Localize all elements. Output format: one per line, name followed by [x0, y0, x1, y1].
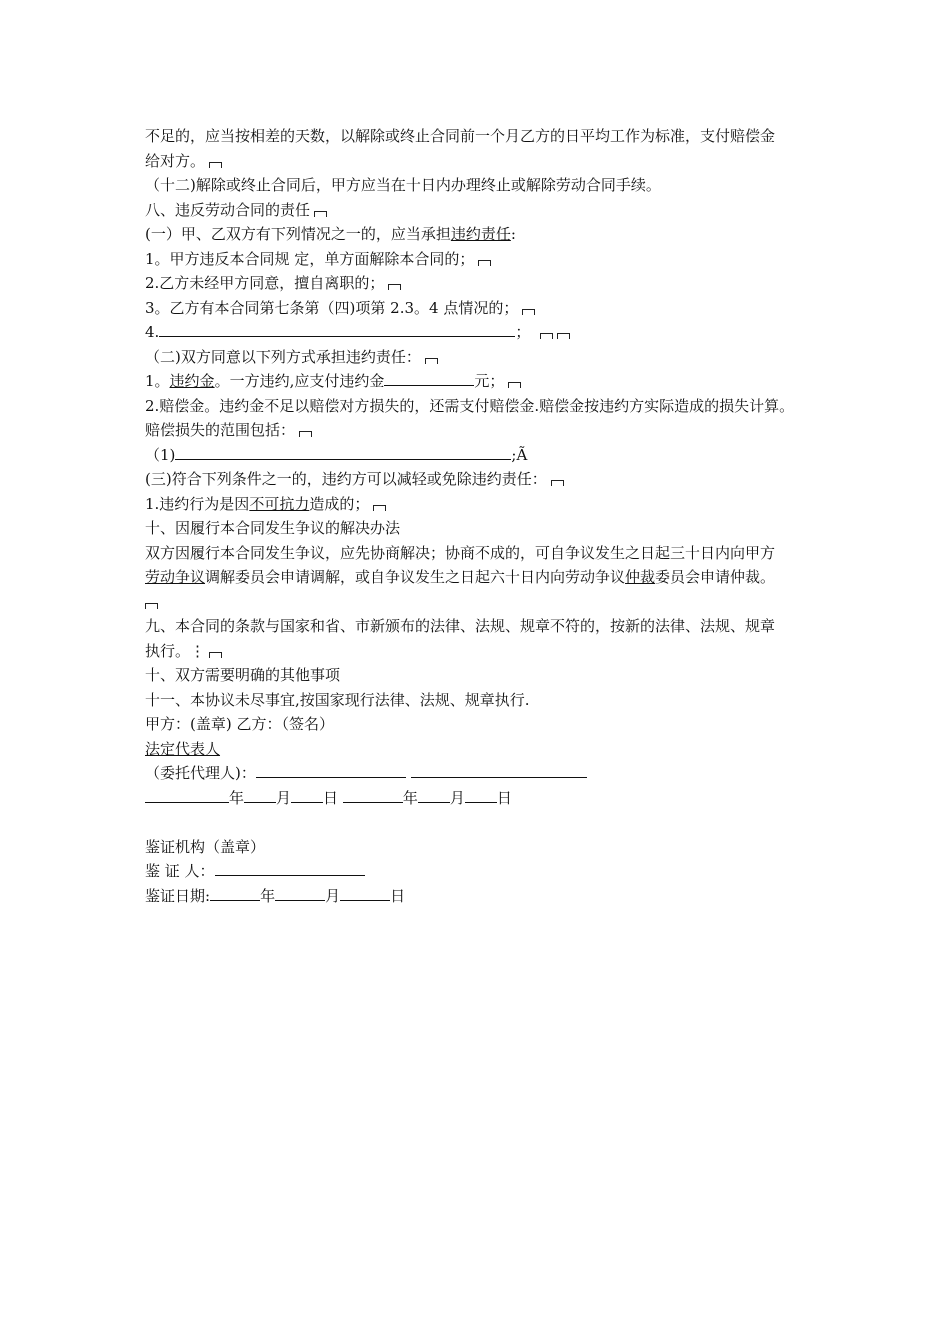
underlined-term: 违约金 — [169, 372, 215, 390]
document-body — [145, 124, 875, 908]
list-item — [145, 443, 875, 468]
paragraph-mark-icon — [373, 505, 386, 511]
text: 2.乙方未经甲方同意，擅自离职的； — [145, 274, 385, 292]
text: 不足的，应当按相差的天数，以解除或终止合同前一个月乙方的日平均工作为标准，支付赔偿金 — [145, 127, 776, 145]
text: 执行。⋮ — [145, 641, 206, 660]
text: 给对方。 — [145, 151, 206, 170]
blank-line — [210, 885, 260, 901]
text: 鉴证日期: — [145, 886, 211, 905]
text: 鉴 证 人： — [145, 862, 215, 880]
list-item — [145, 492, 875, 517]
text: 年 — [229, 788, 245, 807]
text: 九、本合同的条款与国家和省、市新颁布的法律、法规、规章不符的，按新的法律、法规、规章 — [145, 617, 776, 635]
text: 造成的； — [309, 494, 370, 513]
underlined-term: 仲裁 — [625, 568, 656, 586]
text: 十一、本协议未尽事宜,按国家现行法律、法规、规章执行. — [145, 690, 530, 709]
date-line — [145, 786, 875, 811]
paragraph-mark-icon — [540, 333, 553, 339]
section-heading — [145, 688, 875, 713]
paragraph-mark-icon — [299, 431, 312, 437]
section-heading — [145, 198, 875, 223]
underlined-term: 劳动争议 — [145, 568, 206, 586]
text: 委员会申请仲裁。 — [655, 568, 776, 586]
paragraph-mark-icon — [145, 603, 158, 609]
text: 2.赔偿金。违约金不足以赔偿对方损失的，还需支付赔偿金.赔偿金按违约方实际造成的损失计算。 — [145, 396, 795, 415]
text: 1。 — [145, 372, 170, 390]
paragraph-mark-icon — [478, 260, 491, 266]
spacer — [145, 810, 875, 835]
text: ； — [515, 323, 531, 341]
list-item — [145, 320, 875, 345]
paragraph-line — [145, 149, 875, 174]
section-heading — [145, 614, 875, 639]
paragraph-mark-icon — [522, 309, 535, 315]
blank-line — [465, 787, 497, 803]
blank-line — [215, 860, 365, 876]
paragraph-line — [145, 222, 875, 247]
text: 月 — [276, 788, 292, 807]
signature-line — [145, 737, 875, 762]
paragraph-line — [145, 541, 875, 566]
text: （1) — [145, 445, 176, 464]
section-heading — [145, 663, 875, 688]
blank-line — [244, 787, 276, 803]
text: 月 — [449, 788, 465, 807]
blank-line — [175, 444, 511, 460]
text: 赔偿损失的范围包括： — [145, 421, 296, 439]
text: 日 — [496, 788, 512, 807]
blank-line — [343, 787, 403, 803]
text: 甲方：(盖章) 乙方：（签名） — [145, 715, 334, 733]
text: 月 — [325, 886, 341, 905]
text: 调解委员会申请调解，或自争议发生之日起六十日内向劳动争议 — [205, 568, 626, 586]
signature-line — [145, 712, 875, 737]
blank-line — [418, 787, 450, 803]
paragraph-mark-icon — [209, 652, 222, 658]
list-item — [145, 369, 875, 394]
text: 双方因履行本合同发生争议，应先协商解决；协商不成的，可自争议发生之日起三十日内向甲方 — [145, 543, 776, 562]
list-item — [145, 247, 875, 272]
text: 年 — [402, 788, 418, 807]
text: ;Ã — [511, 445, 528, 464]
paragraph-mark-icon — [425, 358, 438, 364]
text: (一）甲、乙双方有下列情况之一的，应当承担 — [145, 225, 451, 243]
text: : — [510, 225, 516, 243]
paragraph-mark-icon — [551, 480, 564, 486]
text: （二)双方同意以下列方式承担违约责任： — [145, 347, 421, 366]
blank-line — [256, 762, 406, 778]
paragraph-mark-icon — [508, 382, 521, 388]
text: （委托代理人)： — [145, 764, 256, 782]
underlined-term: 违约责任 — [450, 225, 511, 243]
paragraph-line — [145, 467, 875, 492]
text: 。一方违约,应支付违约金 — [214, 372, 385, 390]
text: 日 — [323, 788, 339, 807]
empty-paragraph — [145, 590, 875, 615]
paragraph-line — [145, 418, 875, 443]
blank-line — [411, 762, 587, 778]
list-item — [145, 394, 875, 419]
blank-line — [291, 787, 323, 803]
paragraph-mark-icon — [388, 284, 401, 290]
text: 1。甲方违反本合同规 定，单方面解除本合同的； — [145, 249, 475, 268]
text: 元； — [474, 372, 505, 390]
text: （十二)解除或终止合同后，甲方应当在十日内办理终止或解除劳动合同手续。 — [145, 176, 661, 194]
paragraph-mark-icon — [209, 162, 222, 168]
signature-line — [145, 835, 875, 860]
signature-line — [145, 859, 875, 884]
paragraph-line — [145, 124, 875, 149]
text: (三)符合下列条件之一的，违约方可以减轻或免除违约责任： — [145, 470, 547, 488]
text: 八、违反劳动合同的责任 — [145, 200, 311, 219]
blank-line — [145, 787, 229, 803]
text: 日 — [390, 886, 406, 905]
underlined-term: 不可抗力 — [249, 494, 310, 513]
paragraph-line — [145, 345, 875, 370]
paragraph-line — [145, 639, 875, 664]
text: 年 — [260, 886, 276, 905]
text: 鉴证机构（盖章） — [145, 837, 266, 856]
paragraph-line — [145, 173, 875, 198]
text: 十、因履行本合同发生争议的解决办法 — [145, 519, 401, 537]
blank-line — [340, 885, 390, 901]
underlined-term: 法定代表人 — [145, 739, 221, 758]
signature-line — [145, 761, 875, 786]
paragraph-mark-icon — [314, 211, 327, 217]
text: 3。乙方有本合同第七条第（四)项第 2.3。4 点情况的； — [145, 298, 519, 317]
text: 1.违约行为是因 — [145, 494, 250, 513]
section-heading — [145, 516, 875, 541]
list-item — [145, 296, 875, 321]
text: 十、双方需要明确的其他事项 — [145, 666, 341, 684]
blank-line — [384, 370, 474, 386]
paragraph-line — [145, 565, 875, 590]
blank-line — [275, 885, 325, 901]
blank-line — [159, 321, 515, 337]
paragraph-mark-icon — [557, 333, 570, 339]
list-item — [145, 271, 875, 296]
date-line — [145, 884, 875, 909]
text: 4. — [145, 323, 160, 341]
